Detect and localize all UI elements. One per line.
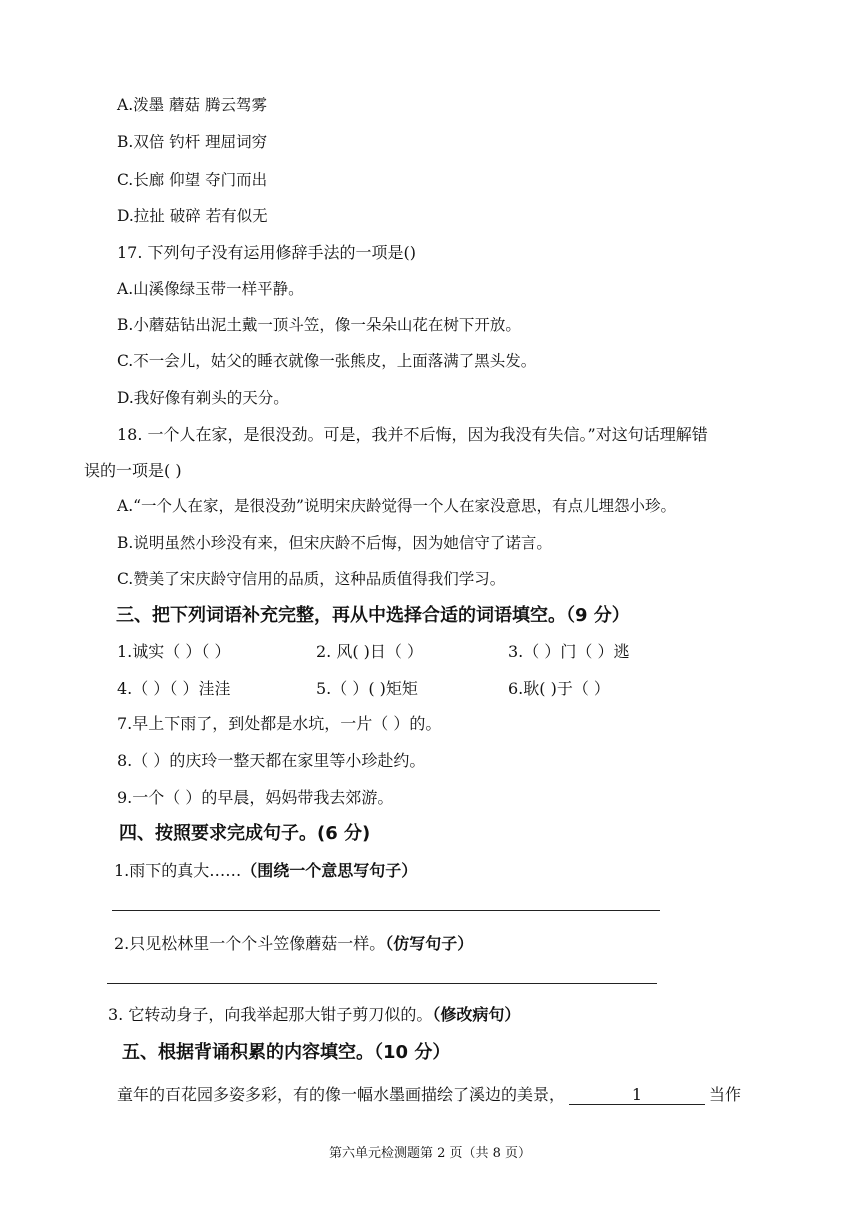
s3-item-7: 7.早上下雨了，到处都是水坑，一片（ ）的。: [117, 714, 442, 733]
s4-item-3: [108, 1002, 520, 1025]
s3-item-8: 8.（ ）的庆玲一整天都在家里等小珍赴约。: [117, 751, 426, 770]
answer-line-1[interactable]: [112, 910, 660, 911]
s5-text-before: 童年的百花园多姿多彩，有的像一幅水墨画描绘了溪边的美景，: [117, 1085, 566, 1104]
s4-item-1-requirement: （围绕一个意思写句子）: [241, 861, 418, 880]
q17-option-d: D.我好像有剃头的天分。: [117, 389, 289, 407]
q18-option-c: C.赞美了宋庆龄守信用的品质，这种品质值得我们学习。: [117, 570, 506, 588]
s4-item-1-text: 1.雨下的真大……: [114, 861, 242, 880]
q16-option-d: D.拉扯 破碎 若有似无: [117, 207, 268, 225]
q18-option-b: B.说明虽然小珍没有来，但宋庆龄不后悔，因为她信守了诺言。: [117, 534, 552, 552]
q17-option-b: B.小蘑菇钻出泥土戴一顶斗笠，像一朵朵山花在树下开放。: [117, 316, 521, 334]
q18-stem-line1: 18. 一个人在家，是很没劲。可是，我并不后悔，因为我没有失信。”对这句话理解错: [117, 425, 708, 444]
s5-passage: [117, 1082, 741, 1105]
s3-item-2: 2. 风( )日（ ）: [316, 642, 424, 661]
s3-item-4: 4.（ ）（ ）洼洼: [117, 679, 231, 698]
q16-option-a: A.泼墨 蘑菇 腾云驾雾: [117, 96, 267, 114]
q18-stem-line2: 误的一项是( ): [84, 461, 182, 480]
s4-item-1: [114, 858, 417, 881]
section4-title: 四、按照要求完成句子。(6 分): [119, 823, 371, 844]
s4-item-2-requirement: （仿写句子）: [385, 934, 474, 953]
s3-item-6: 6.耿( )于（ ）: [508, 679, 610, 698]
s5-blank-1[interactable]: [569, 1085, 705, 1105]
s3-item-1: 1.诚实（ ）（ ）: [117, 642, 231, 661]
q17-option-c: C.不一会儿，姑父的睡衣就像一张熊皮，上面落满了黑头发。: [117, 352, 537, 370]
q16-option-c: C.长廊 仰望 夺门而出: [117, 171, 268, 189]
s4-item-3-text: 3. 它转动身子，向我举起那大钳子剪刀似的。: [108, 1005, 433, 1024]
s3-item-9: 9.一个（ ）的早晨，妈妈带我去郊游。: [117, 788, 394, 807]
s3-item-5: 5.（ ）( )矩矩: [316, 679, 418, 698]
q17-stem: 17. 下列句子没有运用修辞手法的一项是(): [117, 243, 417, 262]
s4-item-2-text: 2.只见松林里一个个斗笠像蘑菇一样。: [114, 934, 386, 953]
section5-title: 五、根据背诵积累的内容填空。（10 分）: [122, 1042, 451, 1063]
s4-item-3-requirement: （修改病句）: [432, 1005, 521, 1024]
answer-line-2[interactable]: [107, 983, 657, 984]
s5-text-after: 当作: [709, 1085, 742, 1104]
s5-blank-number: 1: [631, 1085, 643, 1104]
section3-title: 三、把下列词语补充完整，再从中选择合适的词语填空。（9 分）: [116, 605, 630, 626]
s4-item-2: [114, 931, 473, 954]
q16-option-b: B.双倍 钓杆 理屈词穷: [117, 133, 268, 151]
q18-option-a: A.“一个人在家，是很没劲”说明宋庆龄觉得一个人在家没意思，有点儿埋怨小珍。: [117, 497, 676, 515]
page-footer: 第六单元检测题第 2 页（共 8 页）: [328, 1146, 532, 1161]
q17-option-a: A.山溪像绿玉带一样平静。: [117, 280, 304, 298]
s3-item-3: 3.（ ）门（ ）逃: [508, 642, 630, 661]
